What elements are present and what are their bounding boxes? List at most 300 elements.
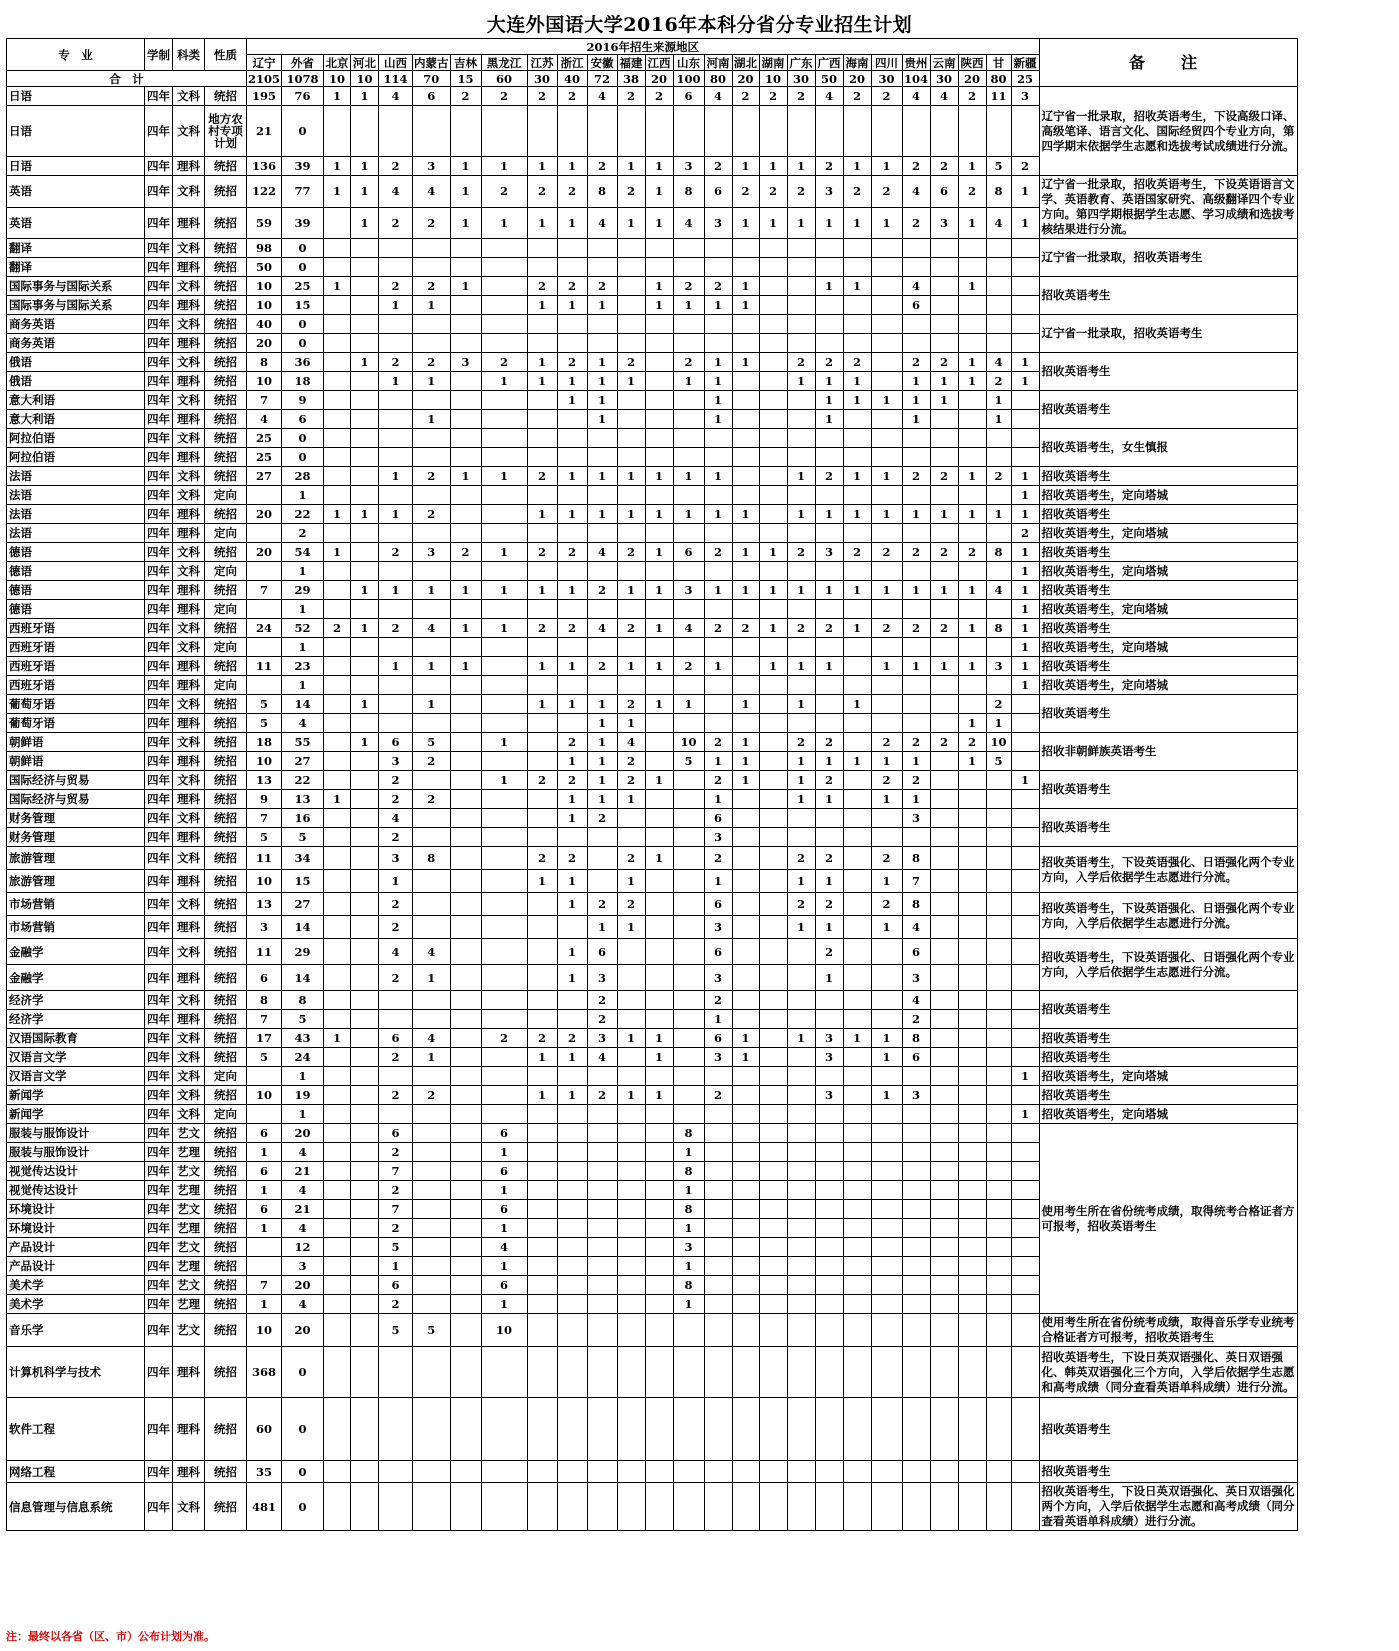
- quota-cell: [732, 1067, 759, 1086]
- quota-cell: 2: [617, 176, 645, 208]
- quota-cell: [379, 1105, 413, 1124]
- quota-cell: 1: [787, 695, 815, 714]
- quota-cell: 9: [282, 391, 324, 410]
- quota-cell: 1: [557, 581, 587, 600]
- footnote: 注：最终以各省（区、市）公布计划为准。: [6, 1630, 215, 1643]
- quota-cell: [902, 486, 930, 505]
- years-cell: 四年: [145, 467, 173, 486]
- quota-cell: 4: [902, 176, 930, 208]
- quota-cell: [557, 334, 587, 353]
- quota-cell: 5: [379, 1314, 413, 1347]
- quota-cell: [958, 1276, 986, 1295]
- category-cell: 理科: [173, 870, 205, 893]
- quota-cell: [986, 277, 1011, 296]
- years-cell: 四年: [145, 1276, 173, 1295]
- quota-cell: 8: [673, 1276, 704, 1295]
- quota-cell: 2: [1011, 524, 1039, 543]
- quota-cell: 1: [732, 505, 759, 524]
- quota-cell: [759, 809, 787, 828]
- remark-cell: 招收英语考生，下设日英双语强化、英日双语强化、韩英双语强化三个方向，入学后依据学生志愿和高考成绩（同分查看英语单科成绩）进行分流。: [1039, 1347, 1297, 1398]
- quota-cell: [704, 1067, 732, 1086]
- quota-cell: [732, 1181, 759, 1200]
- remark-cell: 招收英语考生，定向塔城: [1039, 524, 1297, 543]
- remark-cell: 招收英语考生: [1039, 543, 1297, 562]
- quota-cell: 2: [379, 916, 413, 939]
- quota-cell: [527, 1238, 557, 1257]
- quota-cell: 1: [759, 543, 787, 562]
- quota-cell: 1: [673, 1219, 704, 1238]
- quota-cell: 122: [247, 176, 282, 208]
- table-row: [7, 1347, 1298, 1398]
- quota-cell: 2: [617, 543, 645, 562]
- quota-cell: [902, 1314, 930, 1347]
- table-row: [7, 1314, 1298, 1347]
- quota-cell: [645, 1276, 673, 1295]
- quota-cell: [557, 638, 587, 657]
- total-cell: 15: [450, 71, 481, 87]
- remark-cell: 招收英语考生，女生慎报: [1039, 429, 1297, 467]
- quota-cell: [351, 106, 379, 157]
- nature-cell: 统招: [205, 714, 247, 733]
- quota-cell: [871, 1143, 902, 1162]
- quota-cell: [902, 1398, 930, 1461]
- header-province: 海南: [843, 55, 871, 71]
- years-cell: 四年: [145, 296, 173, 315]
- quota-cell: [759, 1257, 787, 1276]
- quota-cell: 1: [324, 505, 351, 524]
- quota-cell: [450, 939, 481, 965]
- major-cell: 产品设计: [7, 1238, 145, 1257]
- major-cell: 市场营销: [7, 893, 145, 916]
- quota-cell: [843, 258, 871, 277]
- quota-cell: [351, 638, 379, 657]
- quota-cell: [247, 524, 282, 543]
- quota-cell: 1: [413, 965, 451, 991]
- quota-cell: [481, 1105, 527, 1124]
- category-cell: 理科: [173, 448, 205, 467]
- quota-cell: [450, 1461, 481, 1483]
- quota-cell: [787, 1105, 815, 1124]
- years-cell: 四年: [145, 505, 173, 524]
- category-cell: 艺理: [173, 1181, 205, 1200]
- nature-cell: 统招: [205, 296, 247, 315]
- quota-cell: 1: [481, 619, 527, 638]
- quota-cell: 1: [324, 157, 351, 176]
- years-cell: 四年: [145, 1295, 173, 1314]
- quota-cell: 29: [282, 939, 324, 965]
- quota-cell: [958, 600, 986, 619]
- quota-cell: 3: [704, 916, 732, 939]
- quota-cell: [787, 1314, 815, 1347]
- quota-cell: [527, 1295, 557, 1314]
- quota-cell: [379, 448, 413, 467]
- quota-cell: [871, 1398, 902, 1461]
- quota-cell: 2: [379, 1219, 413, 1238]
- quota-cell: [1011, 1314, 1039, 1347]
- quota-cell: [843, 106, 871, 157]
- quota-cell: [481, 1398, 527, 1461]
- quota-cell: [481, 1067, 527, 1086]
- quota-cell: [351, 893, 379, 916]
- quota-cell: 2: [704, 733, 732, 752]
- quota-cell: [481, 752, 527, 771]
- quota-cell: [902, 828, 930, 847]
- quota-cell: [843, 1219, 871, 1238]
- quota-cell: [732, 1143, 759, 1162]
- category-cell: 艺文: [173, 1238, 205, 1257]
- quota-cell: [1011, 733, 1039, 752]
- quota-cell: [843, 870, 871, 893]
- quota-cell: [704, 1238, 732, 1257]
- major-cell: 翻译: [7, 239, 145, 258]
- quota-cell: [902, 239, 930, 258]
- quota-cell: 3: [902, 809, 930, 828]
- quota-cell: [645, 1067, 673, 1086]
- quota-cell: [645, 893, 673, 916]
- total-cell: 30: [930, 71, 958, 87]
- table-row: [7, 847, 1298, 870]
- quota-cell: [704, 448, 732, 467]
- quota-cell: [871, 1461, 902, 1483]
- quota-cell: [871, 1347, 902, 1398]
- quota-cell: [930, 1105, 958, 1124]
- quota-cell: [587, 486, 617, 505]
- quota-cell: 1: [1011, 771, 1039, 790]
- quota-cell: 2: [958, 733, 986, 752]
- quota-cell: [958, 1200, 986, 1219]
- quota-cell: 22: [282, 771, 324, 790]
- quota-cell: [673, 771, 704, 790]
- quota-cell: [1011, 695, 1039, 714]
- table-row: [7, 277, 1298, 296]
- quota-cell: [324, 695, 351, 714]
- quota-cell: 1: [787, 771, 815, 790]
- quota-cell: [324, 1295, 351, 1314]
- quota-cell: 1: [557, 893, 587, 916]
- quota-cell: 1: [617, 1086, 645, 1105]
- quota-cell: [986, 315, 1011, 334]
- quota-cell: [871, 486, 902, 505]
- quota-cell: 6: [704, 809, 732, 828]
- quota-cell: [958, 771, 986, 790]
- quota-cell: [673, 1029, 704, 1048]
- header-nature: 性质: [205, 39, 247, 71]
- quota-cell: 7: [902, 870, 930, 893]
- table-row: [7, 315, 1298, 334]
- quota-cell: [1011, 1029, 1039, 1048]
- header-province: 四川: [871, 55, 902, 71]
- quota-cell: [450, 429, 481, 448]
- quota-cell: [557, 1238, 587, 1257]
- quota-cell: [843, 410, 871, 429]
- quota-cell: [645, 1238, 673, 1257]
- quota-cell: [843, 638, 871, 657]
- header-province: 山西: [379, 55, 413, 71]
- quota-cell: [413, 916, 451, 939]
- quota-cell: 1: [787, 790, 815, 809]
- quota-cell: [958, 1086, 986, 1105]
- quota-cell: 4: [986, 353, 1011, 372]
- quota-cell: [930, 1314, 958, 1347]
- remark-cell: 招收英语考生: [1039, 991, 1297, 1029]
- quota-cell: 2: [871, 771, 902, 790]
- quota-cell: 1: [645, 543, 673, 562]
- nature-cell: 统招: [205, 543, 247, 562]
- quota-cell: 1: [815, 790, 843, 809]
- quota-cell: [787, 448, 815, 467]
- quota-cell: 3: [815, 176, 843, 208]
- quota-cell: 1: [645, 695, 673, 714]
- quota-cell: [1011, 1124, 1039, 1143]
- major-cell: 美术学: [7, 1276, 145, 1295]
- quota-cell: [958, 239, 986, 258]
- quota-cell: [379, 524, 413, 543]
- quota-cell: 1: [557, 965, 587, 991]
- quota-cell: 4: [379, 939, 413, 965]
- quota-cell: [413, 1200, 451, 1219]
- quota-cell: [958, 1257, 986, 1276]
- major-cell: 法语: [7, 486, 145, 505]
- quota-cell: 3: [1011, 87, 1039, 106]
- quota-cell: 1: [787, 1029, 815, 1048]
- header-category: 科类: [173, 39, 205, 71]
- quota-cell: [958, 965, 986, 991]
- major-cell: 朝鲜语: [7, 733, 145, 752]
- quota-cell: [787, 524, 815, 543]
- quota-cell: 1: [413, 410, 451, 429]
- quota-cell: 1: [1011, 600, 1039, 619]
- remark-cell: 招收英语考生: [1039, 1461, 1297, 1483]
- quota-cell: [958, 106, 986, 157]
- quota-cell: 2: [587, 277, 617, 296]
- quota-cell: [351, 562, 379, 581]
- quota-cell: [787, 277, 815, 296]
- quota-cell: 1: [379, 581, 413, 600]
- quota-cell: [930, 1295, 958, 1314]
- quota-cell: [759, 695, 787, 714]
- quota-cell: [617, 1276, 645, 1295]
- quota-cell: [351, 790, 379, 809]
- quota-cell: [759, 1181, 787, 1200]
- major-cell: 新闻学: [7, 1086, 145, 1105]
- quota-cell: [704, 106, 732, 157]
- years-cell: 四年: [145, 1162, 173, 1181]
- nature-cell: 统招: [205, 1048, 247, 1067]
- quota-cell: 7: [247, 1010, 282, 1029]
- quota-cell: [557, 106, 587, 157]
- quota-cell: [413, 1295, 451, 1314]
- quota-cell: 1: [379, 296, 413, 315]
- quota-cell: [351, 828, 379, 847]
- quota-cell: 4: [673, 207, 704, 239]
- quota-cell: [787, 1398, 815, 1461]
- quota-cell: [732, 790, 759, 809]
- quota-cell: 18: [282, 372, 324, 391]
- quota-cell: 2: [986, 695, 1011, 714]
- quota-cell: [871, 239, 902, 258]
- years-cell: 四年: [145, 695, 173, 714]
- quota-cell: [324, 410, 351, 429]
- quota-cell: [527, 965, 557, 991]
- quota-cell: 1: [557, 695, 587, 714]
- years-cell: 四年: [145, 847, 173, 870]
- quota-cell: 2: [527, 543, 557, 562]
- quota-cell: 1: [481, 581, 527, 600]
- quota-cell: 0: [282, 448, 324, 467]
- quota-cell: [902, 524, 930, 543]
- quota-cell: [645, 1200, 673, 1219]
- table-row: [7, 1029, 1298, 1048]
- quota-cell: [958, 790, 986, 809]
- quota-cell: 1: [450, 176, 481, 208]
- quota-cell: [527, 448, 557, 467]
- quota-cell: 4: [902, 916, 930, 939]
- quota-cell: [413, 315, 451, 334]
- quota-cell: [645, 1162, 673, 1181]
- quota-cell: [617, 965, 645, 991]
- quota-cell: [379, 315, 413, 334]
- quota-cell: [787, 1295, 815, 1314]
- quota-cell: [617, 239, 645, 258]
- remark-cell: 辽宁省一批录取，招收英语考生，下设英语语言文学、英语教育、英语国家研究、高级翻译四个专业方向。第四学期根据学生志愿、学习成绩和选拔考核结果进行分流。: [1039, 176, 1297, 239]
- quota-cell: [732, 429, 759, 448]
- header-province: 江苏: [527, 55, 557, 71]
- quota-cell: 19: [282, 1086, 324, 1105]
- quota-cell: 6: [902, 1048, 930, 1067]
- quota-cell: [324, 893, 351, 916]
- nature-cell: 统招: [205, 1162, 247, 1181]
- quota-cell: 1: [645, 581, 673, 600]
- quota-cell: [587, 1461, 617, 1483]
- quota-cell: [930, 870, 958, 893]
- quota-cell: 1: [732, 752, 759, 771]
- quota-cell: [450, 1257, 481, 1276]
- quota-cell: [704, 258, 732, 277]
- quota-cell: [324, 372, 351, 391]
- quota-cell: 1: [673, 467, 704, 486]
- quota-cell: [351, 676, 379, 695]
- quota-cell: [930, 939, 958, 965]
- quota-cell: 10: [247, 296, 282, 315]
- quota-cell: [902, 1483, 930, 1531]
- quota-cell: 1: [1011, 581, 1039, 600]
- major-cell: 法语: [7, 505, 145, 524]
- quota-cell: [617, 277, 645, 296]
- quota-cell: [871, 106, 902, 157]
- quota-cell: 11: [986, 87, 1011, 106]
- quota-cell: [732, 106, 759, 157]
- quota-cell: 2: [617, 695, 645, 714]
- quota-cell: [450, 391, 481, 410]
- quota-cell: [732, 676, 759, 695]
- quota-cell: 11: [247, 657, 282, 676]
- quota-cell: [557, 1276, 587, 1295]
- remark-cell: 招收英语考生: [1039, 809, 1297, 847]
- quota-cell: [587, 1483, 617, 1531]
- major-cell: 商务英语: [7, 315, 145, 334]
- category-cell: 理科: [173, 965, 205, 991]
- quota-cell: [645, 828, 673, 847]
- category-cell: 艺文: [173, 1200, 205, 1219]
- quota-cell: 3: [379, 847, 413, 870]
- quota-cell: [815, 638, 843, 657]
- quota-cell: [481, 965, 527, 991]
- quota-cell: [871, 965, 902, 991]
- quota-cell: [247, 600, 282, 619]
- quota-cell: 2: [379, 1143, 413, 1162]
- quota-cell: 5: [413, 733, 451, 752]
- quota-cell: [902, 1067, 930, 1086]
- quota-cell: [787, 1162, 815, 1181]
- remark-cell: 使用考生所在省份统考成绩，取得音乐学专业统考合格证者方可报考，招收英语考生: [1039, 1314, 1297, 1347]
- quota-cell: [450, 676, 481, 695]
- nature-cell: 统招: [205, 1086, 247, 1105]
- quota-cell: 1: [704, 391, 732, 410]
- quota-cell: [871, 1067, 902, 1086]
- years-cell: 四年: [145, 239, 173, 258]
- quota-cell: 43: [282, 1029, 324, 1048]
- quota-cell: 8: [282, 991, 324, 1010]
- quota-cell: [645, 106, 673, 157]
- category-cell: 理科: [173, 157, 205, 176]
- quota-cell: 0: [282, 106, 324, 157]
- quota-cell: 10: [986, 733, 1011, 752]
- category-cell: 艺文: [173, 1314, 205, 1347]
- quota-cell: 2: [413, 790, 451, 809]
- quota-cell: [1011, 965, 1039, 991]
- quota-cell: 2: [527, 467, 557, 486]
- quota-cell: 39: [282, 157, 324, 176]
- quota-cell: [527, 562, 557, 581]
- quota-cell: [351, 1048, 379, 1067]
- quota-cell: 2: [379, 1048, 413, 1067]
- quota-cell: 0: [282, 258, 324, 277]
- nature-cell: 统招: [205, 870, 247, 893]
- quota-cell: 3: [587, 1029, 617, 1048]
- quota-cell: 1: [958, 372, 986, 391]
- quota-cell: 2: [902, 157, 930, 176]
- years-cell: 四年: [145, 1461, 173, 1483]
- quota-cell: [351, 1086, 379, 1105]
- quota-cell: 2: [481, 353, 527, 372]
- quota-cell: 6: [247, 965, 282, 991]
- quota-cell: [843, 1086, 871, 1105]
- category-cell: 理科: [173, 410, 205, 429]
- quota-cell: [930, 1276, 958, 1295]
- years-cell: 四年: [145, 991, 173, 1010]
- quota-cell: [351, 315, 379, 334]
- quota-cell: [732, 410, 759, 429]
- quota-cell: 4: [413, 619, 451, 638]
- quota-cell: [527, 258, 557, 277]
- quota-cell: [247, 1257, 282, 1276]
- quota-cell: [413, 1010, 451, 1029]
- quota-cell: [351, 1347, 379, 1398]
- quota-cell: 1: [557, 391, 587, 410]
- quota-cell: [958, 1067, 986, 1086]
- remark-cell: 辽宁省一批录取，招收英语考生，下设高级口译、高级笔译、语言文化、国际经贸四个专业方向，第四学期末依据学生志愿和选拔考试成绩进行分流。: [1039, 87, 1297, 176]
- quota-cell: [986, 1461, 1011, 1483]
- quota-cell: [787, 991, 815, 1010]
- quota-cell: 6: [247, 1124, 282, 1143]
- quota-cell: 2: [732, 176, 759, 208]
- quota-cell: [902, 315, 930, 334]
- quota-cell: [413, 1276, 451, 1295]
- quota-cell: 2: [787, 353, 815, 372]
- quota-cell: [930, 1347, 958, 1398]
- quota-cell: 1: [732, 157, 759, 176]
- quota-cell: 8: [902, 893, 930, 916]
